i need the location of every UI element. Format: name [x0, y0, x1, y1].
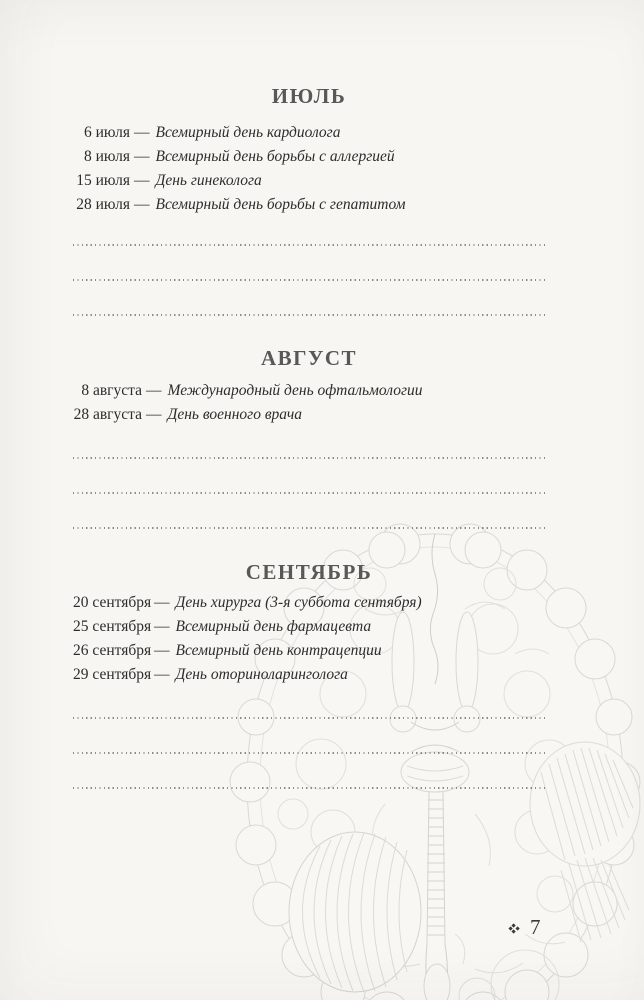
entry-event: Всемирный день борьбы с гепатитом [155, 196, 406, 213]
entry-dash: — [134, 196, 150, 213]
entry-date: 26 сентября [73, 642, 152, 659]
note-line [73, 314, 545, 316]
list-item [73, 591, 545, 615]
entry-event: Всемирный день фармацевта [175, 618, 372, 635]
entry-event: Всемирный день кардиолога [155, 124, 341, 141]
note-line [73, 787, 545, 789]
entry-date: 28 августа [73, 406, 142, 423]
list-item [73, 169, 545, 193]
section-august [73, 346, 545, 529]
note-line [73, 752, 545, 754]
entry-dash: — [134, 172, 150, 189]
entry-date: 8 августа [81, 382, 142, 399]
entry-date: 20 сентября [73, 594, 152, 611]
list-item [73, 615, 545, 639]
month-title-july: ИЮЛЬ [271, 84, 347, 108]
section-july [73, 84, 545, 316]
four-diamonds-ornament-icon [509, 924, 519, 934]
entry-dash: — [134, 148, 150, 165]
entry-dash: — [146, 406, 162, 423]
entry-dash: — [154, 594, 170, 611]
entry-date: 8 июля [84, 148, 130, 165]
entry-event: День хирурга (3-я суббота сентября) [175, 594, 422, 611]
note-line [73, 527, 545, 529]
entry-event: День гинеколога [155, 172, 262, 189]
entry-date: 29 сентября [73, 666, 152, 683]
notes-area-july [73, 244, 545, 316]
holiday-list-august [73, 379, 545, 427]
entry-date: 25 сентября [73, 618, 152, 635]
notes-area-august [73, 457, 545, 529]
page-number: 7 [530, 914, 541, 939]
entry-event: День военного врача [167, 406, 302, 423]
month-title-august: АВГУСТ [260, 346, 358, 370]
entry-event: Всемирный день контрацепции [175, 642, 382, 659]
notes-area-september [73, 717, 545, 789]
holiday-list-july [73, 121, 545, 217]
section-september [73, 560, 545, 789]
entry-dash: — [134, 124, 150, 141]
list-item [73, 121, 545, 145]
entry-event: День оториноларинголога [175, 666, 348, 683]
list-item [73, 663, 545, 687]
entry-date: 28 июля [76, 196, 130, 213]
entry-date: 6 июля [84, 124, 130, 141]
month-title-september: СЕНТЯБРЬ [245, 560, 373, 584]
holiday-list-september [73, 591, 545, 687]
note-line [73, 717, 545, 719]
list-item [73, 145, 545, 169]
entry-dash: — [154, 666, 170, 683]
entry-dash: — [154, 618, 170, 635]
entry-dash: — [146, 382, 162, 399]
page-footer [509, 914, 541, 940]
list-item [73, 639, 545, 663]
list-item [73, 193, 545, 217]
entry-dash: — [154, 642, 170, 659]
page-content [73, 0, 545, 789]
note-line [73, 457, 545, 459]
list-item [73, 403, 545, 427]
note-line [73, 492, 545, 494]
entry-event: Всемирный день борьбы с аллергией [155, 148, 395, 165]
note-line [73, 244, 545, 246]
entry-date: 15 июля [76, 172, 130, 189]
entry-event: Международный день офтальмологии [167, 382, 423, 399]
list-item [73, 379, 545, 403]
note-line [73, 279, 545, 281]
